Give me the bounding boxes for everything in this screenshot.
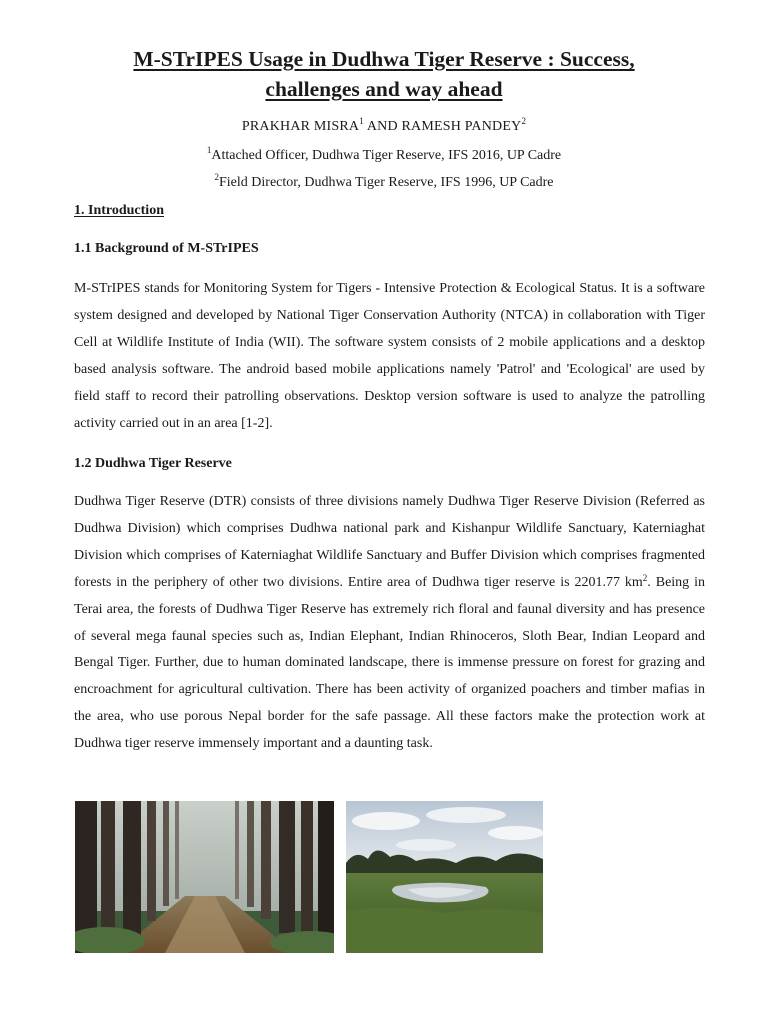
paper-title <box>90 44 678 104</box>
dtr-text-part-1: Dudhwa Tiger Reserve (DTR) consists of three divisions namely Dudhwa Tiger Reserve Division (Referred as Dudhwa Division) which comprises Dudhwa national park and Kishanpur Wildlife Sanctuary, Katerniaghat Division which comprises of Katerniaghat Wildlife Sanctuary and Buffer Division which comprises fragmented forests in the periphery of other two divisions. Entire area of Dudhwa tiger reserve is 2201.77 km <box>74 494 705 590</box>
affiliation-2-text: Field Director, Dudhwa Tiger Reserve, IFS 1996, UP Cadre <box>219 175 554 190</box>
affiliation-1-text: Attached Officer, Dudhwa Tiger Reserve, IFS 2016, UP Cadre <box>211 148 562 163</box>
wetland-photo <box>346 801 543 953</box>
author-1-mark: 1 <box>359 116 364 126</box>
km-squared-superscript: 2 <box>642 572 648 583</box>
author-line <box>0 116 768 135</box>
paper-title-text: M-STrIPES Usage in Dudhwa Tiger Reserve : Success, challenges and way ahead <box>133 47 635 101</box>
forest-path-photo <box>75 801 334 953</box>
dtr-text-part-2: . Being in Terai area, the forests of Dudhwa Tiger Reserve has extremely rich floral and faunal diversity and has presence of several mega faunal species such as, Indian Elephant, Indian Rhinoceros, Sloth Bear, Indian Leopard and Bengal Tiger. Further, due to human dominated landscape, there is immense pressure on forest for grazing and encroachment for agricultural cultivation. There has been activity of organized poachers and timber mafias in the area, who use porous Nepal border for the safe passage. All these factors make the protection work at Dudhwa tiger reserve immensely important and a daunting task. <box>74 574 705 752</box>
subsection-heading-dtr: 1.2 Dudhwa Tiger Reserve <box>74 456 232 471</box>
author-1-name: PRAKHAR MISRA <box>241 119 360 134</box>
affiliation-2 <box>0 172 768 191</box>
section-heading-introduction: 1. Introduction <box>74 203 164 218</box>
author-joiner: AND <box>363 119 402 134</box>
affiliation-2-mark: 2 <box>214 172 219 182</box>
subsection-heading-background: 1.1 Background of M-STrIPES <box>74 241 259 256</box>
affiliation-1-mark: 1 <box>206 145 212 155</box>
author-2-name: RAMESH PANDEY <box>401 119 522 134</box>
author-2-mark: 2 <box>521 116 527 126</box>
affiliation-1 <box>0 145 768 164</box>
background-paragraph: M-STrIPES stands for Monitoring System for Tigers - Intensive Protection & Ecological Status. It is a software system designed and developed by National Tiger Conservation Authority (NTCA) in collaboration with Tiger Cell at Wildlife Institute of India (WII). The software system consists of 2 mobile applications and a desktop based analysis software. The android based mobile applications namely 'Patrol' and 'Ecological' are used by field staff to record their patrolling observations. Desktop version software is used to analyze the patrolling activity carried out in an area [1-2]. <box>74 281 705 431</box>
dtr-paragraph <box>74 489 705 758</box>
